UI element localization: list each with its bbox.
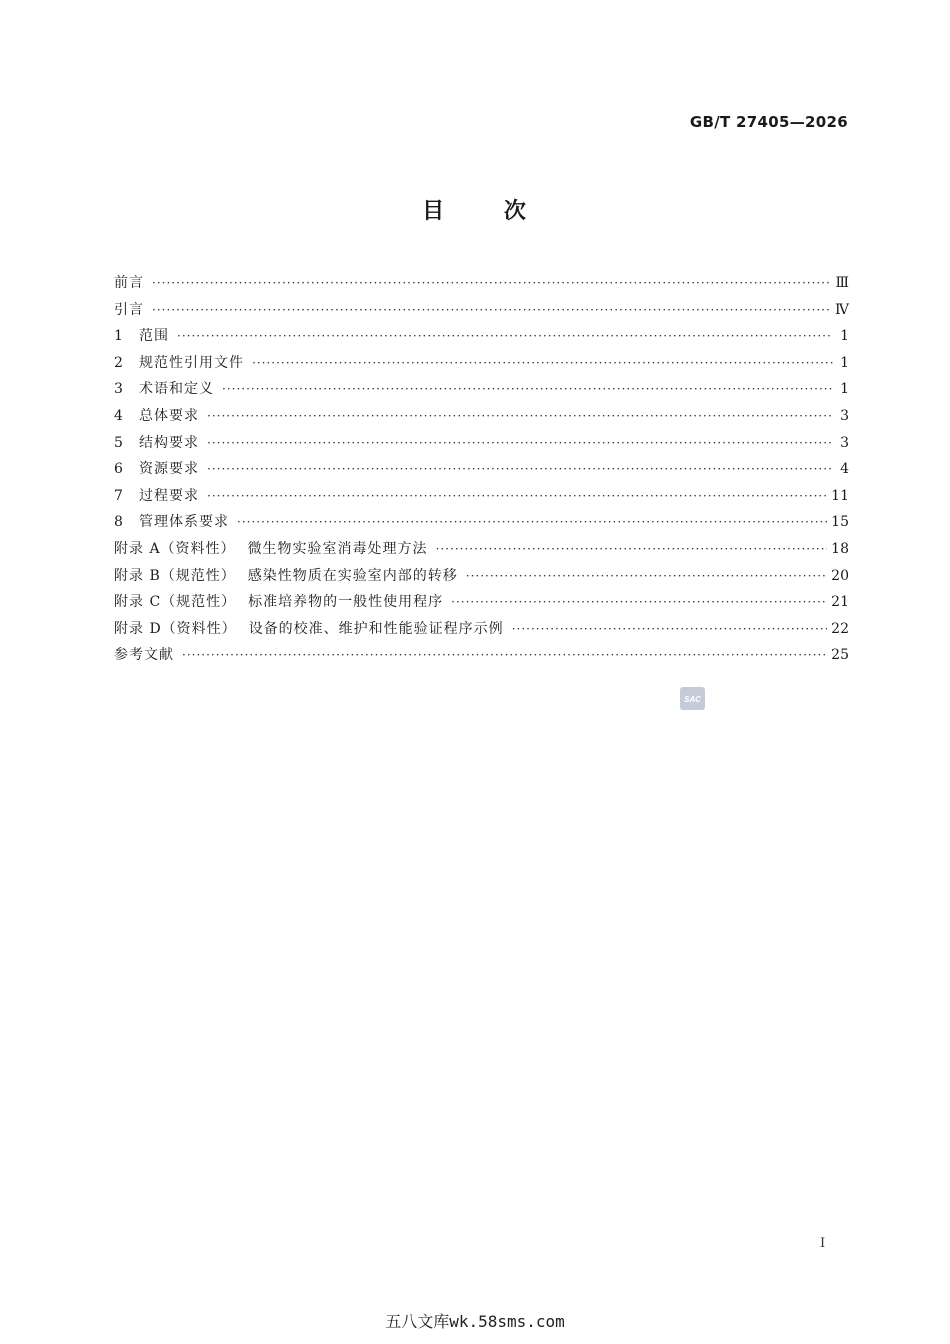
toc-leader-dots (222, 382, 833, 396)
toc-leader-dots (466, 569, 827, 583)
toc-entry-page: Ⅲ (835, 275, 849, 291)
toc-entry-references[interactable] (114, 644, 849, 671)
toc-entry-subtitle: 设备的校准、维护和性能验证程序示例 (248, 620, 504, 637)
toc-leader-dots (177, 329, 833, 343)
toc-entry-8[interactable] (114, 511, 849, 538)
toc-entry-page: 11 (831, 487, 849, 504)
toc-entry-number: 5 (114, 434, 123, 451)
page-title: 目 次 (422, 199, 528, 224)
table-of-contents (114, 272, 849, 671)
sac-logo-text: SAC (684, 695, 701, 704)
toc-entry-label: 附录 A（资料性） (114, 540, 236, 557)
toc-entry-label: 结构要求 (139, 434, 199, 451)
toc-entry-number: 6 (114, 461, 123, 478)
standard-code: GB/T 27405—2026 (689, 113, 848, 131)
toc-entry-appendix-b[interactable] (114, 565, 849, 592)
toc-leader-dots (207, 436, 833, 450)
toc-entry-label: 范围 (139, 328, 169, 345)
toc-leader-dots (237, 515, 827, 529)
toc-leader-dots (207, 462, 833, 476)
toc-entry-number: 8 (114, 514, 123, 531)
page-number: I (820, 1236, 826, 1251)
site-watermark-text: 五八文库wk.58sms.com (385, 1312, 565, 1331)
toc-leader-dots (512, 622, 827, 636)
toc-entry-label: 参考文献 (114, 647, 174, 664)
toc-entry-page: 1 (840, 354, 849, 371)
toc-entry-label: 附录 C（规范性） (114, 594, 237, 611)
toc-entry-page: Ⅳ (835, 301, 849, 318)
toc-leader-dots (207, 489, 827, 503)
toc-entry-label: 资源要求 (139, 461, 199, 478)
toc-entry-subtitle: 感染性物质在实验室内部的转移 (247, 567, 458, 584)
toc-entry-page: 22 (831, 620, 849, 637)
toc-leader-dots (152, 276, 831, 290)
toc-entry-appendix-c[interactable] (114, 591, 849, 618)
toc-entry-4[interactable] (114, 405, 849, 432)
toc-entry-page: 3 (840, 434, 849, 451)
toc-entry-page: 21 (831, 594, 849, 611)
toc-entry-label: 术语和定义 (139, 381, 214, 398)
toc-entry-number: 1 (114, 328, 123, 345)
toc-entry-label: 前言 (114, 275, 144, 291)
toc-entry-appendix-a[interactable] (114, 538, 849, 565)
toc-entry-subtitle: 微生物实验室消毒处理方法 (247, 540, 428, 557)
toc-entry-label: 附录 B（规范性） (114, 567, 236, 584)
toc-entry-3[interactable] (114, 378, 849, 405)
toc-entry-label: 规范性引用文件 (139, 354, 244, 371)
toc-entry-label: 过程要求 (139, 487, 199, 504)
toc-leader-dots (182, 648, 827, 662)
toc-entry-label: 总体要求 (139, 407, 199, 424)
toc-entry-1[interactable] (114, 325, 849, 352)
toc-entry-label: 引言 (114, 301, 144, 318)
toc-entry-number: 4 (114, 407, 123, 424)
toc-entry-page: 1 (840, 328, 849, 345)
toc-entry-6[interactable] (114, 458, 849, 485)
toc-entry-foreword[interactable] (114, 272, 849, 299)
toc-leader-dots (252, 356, 833, 370)
toc-entry-appendix-d[interactable] (114, 618, 849, 645)
toc-entry-label: 管理体系要求 (139, 514, 229, 531)
toc-entry-page: 15 (831, 514, 849, 531)
toc-entry-page: 4 (840, 461, 849, 478)
toc-entry-number: 2 (114, 354, 123, 371)
toc-entry-number: 3 (114, 381, 123, 398)
toc-entry-page: 3 (840, 407, 849, 424)
toc-leader-dots (152, 303, 831, 317)
toc-entry-page: 25 (831, 647, 849, 664)
toc-entry-introduction[interactable] (114, 299, 849, 326)
toc-leader-dots (436, 542, 828, 556)
toc-entry-subtitle: 标准培养物的一般性使用程序 (248, 594, 444, 611)
toc-entry-page: 18 (831, 540, 849, 557)
toc-entry-label: 附录 D（资料性） (114, 620, 237, 637)
toc-entry-5[interactable] (114, 432, 849, 459)
toc-entry-page: 1 (840, 381, 849, 398)
toc-entry-page: 20 (831, 567, 849, 584)
toc-entry-2[interactable] (114, 352, 849, 379)
toc-entry-7[interactable] (114, 485, 849, 512)
toc-entry-number: 7 (114, 487, 123, 504)
toc-leader-dots (207, 409, 833, 423)
sac-logo-icon (680, 687, 705, 710)
toc-leader-dots (451, 595, 827, 609)
